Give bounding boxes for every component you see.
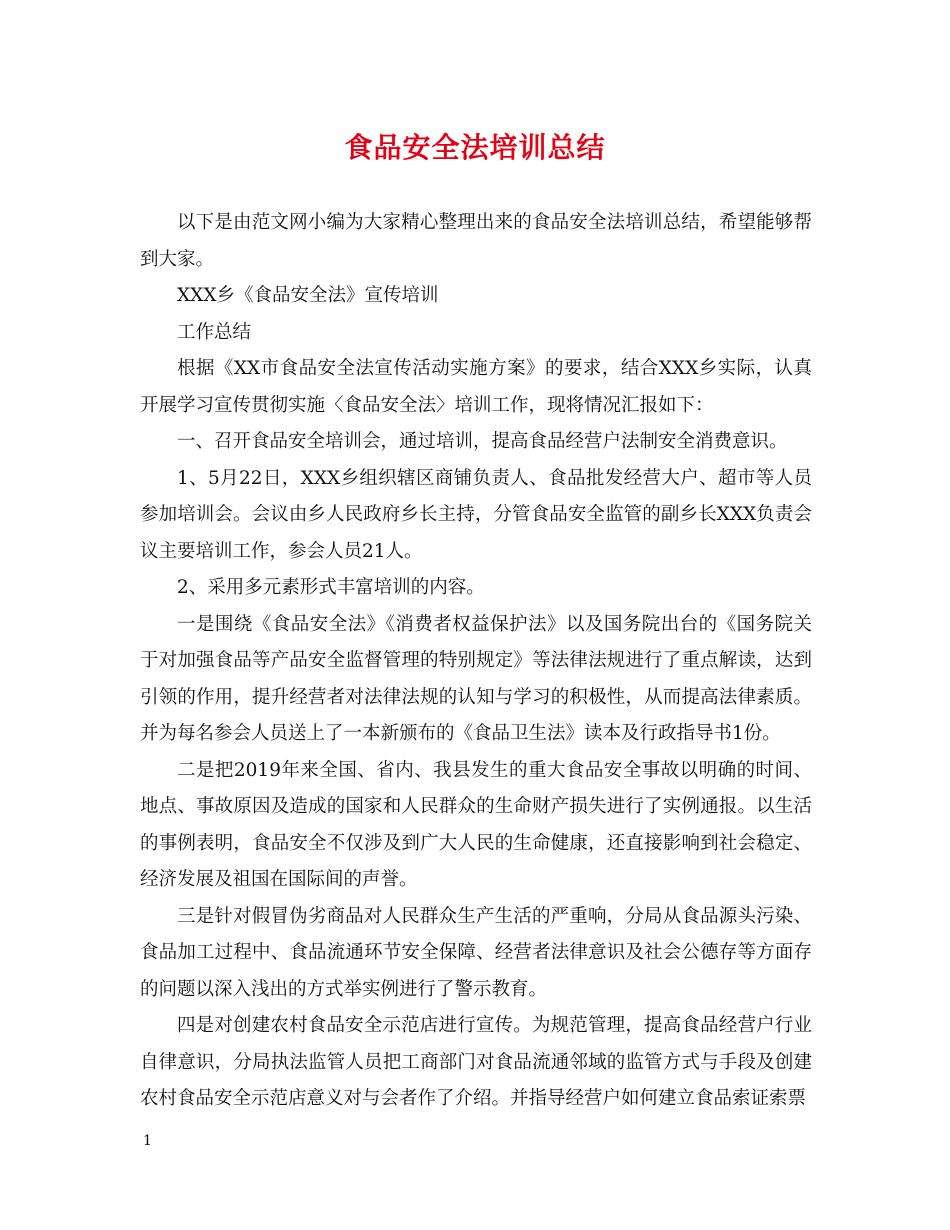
paragraph-section-1: 一、召开食品安全培训会，通过培训，提高食品经营户法制安全消费意识。	[177, 431, 788, 452]
page-number: 1	[143, 1133, 152, 1149]
paragraph-point-2: 二是把2019年来全国、省内、我县发生的重大食品安全事故以明确的时间、地点、事故原因及造成的国家和人民群众的生命财产损失进行了实例通报。以生活的事例表明，食品安全不仅涉及到广大人民的生命健康，还直接影响到社会稳定、经济发展及祖国在国际间的声誉。	[140, 759, 812, 890]
paragraph-subtitle-1: XXX乡《食品安全法》宣传培训	[177, 285, 439, 306]
paragraph-point-4: 四是对创建农村食品安全示范店进行宣传。为规范管理，提高食品经营户行业自律意识，分局执法监管人员把工商部门对食品流通邻域的监管方式与手段及创建农村食品安全示范店意义对与会者作了介绍。并指导经营户如何建立食品索证索票	[140, 1015, 812, 1109]
document-body	[140, 205, 812, 1118]
paragraph-item-2: 2、采用多元素形式丰富培训的内容。	[177, 577, 485, 598]
paragraph-intro: 以下是由范文网小编为大家精心整理出来的食品安全法培训总结，希望能够帮到大家。	[140, 212, 812, 270]
document-title: 食品安全法培训总结	[344, 131, 606, 164]
paragraph-subtitle-2: 工作总结	[177, 321, 252, 343]
paragraph-item-1: 1、5月22日，XXX乡组织辖区商铺负责人、食品批发经营大户、超市等人员参加培训会。会议由乡人民政府乡长主持，分管食品安全监管的副乡长XXX负责会议主要培训工作，参会人员21人。	[140, 467, 812, 562]
paragraph-point-1: 一是围绕《食品安全法》《消费者权益保护法》以及国务院出台的《国务院关于对加强食品等产品安全监督管理的特别规定》等法律法规进行了重点解读，达到引领的作用，提升经营者对法律法规的认知与学习的积极性，从而提高法律素质。并为每名参会人员送上了一本新颁布的《食品卫生法》读本及行政指导书1份。	[140, 613, 812, 744]
paragraph-point-3: 三是针对假冒伪劣商品对人民群众生产生活的严重响，分局从食品源头污染、食品加工过程中、食品流通环节安全保障、经营者法律意识及社会公德存等方面存的问题以深入浅出的方式举实例进行了警示教育。	[140, 905, 812, 1000]
paragraph-basis: 根据《XX市食品安全法宣传活动实施方案》的要求，结合XXX乡实际，认真开展学习宣传贯彻实施〈食品安全法〉培训工作，现将情况汇报如下：	[140, 358, 812, 416]
